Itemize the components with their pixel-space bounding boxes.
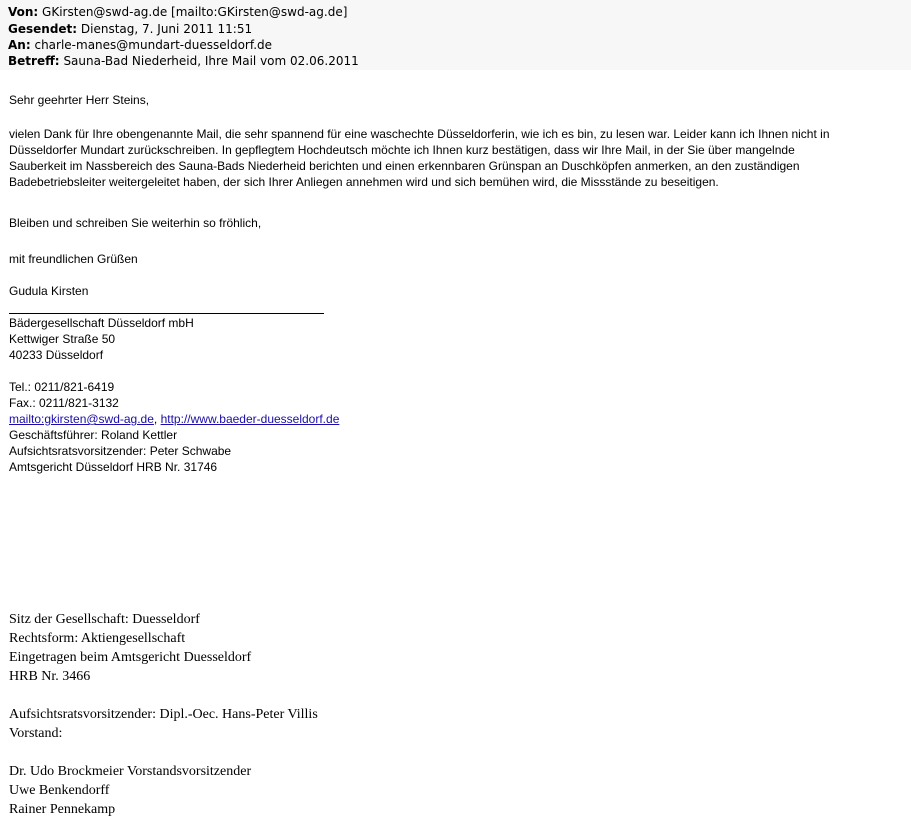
to-value: charle-manes@mundart-duesseldorf.de	[34, 38, 273, 52]
company-tel: Tel.: 0211/821-6419	[9, 380, 115, 394]
sent-label: Gesendet:	[8, 22, 78, 36]
subject-line	[8, 53, 359, 70]
body-paragraph	[9, 126, 904, 190]
greeting: Sehr geehrter Herr Steins,	[9, 93, 150, 107]
footer-hrb: HRB Nr. 3466	[9, 669, 91, 684]
link-separator: ,	[153, 412, 161, 426]
body-line-2: Düsseldorfer Mundart zurückschreiben. In gepflegtem Hochdeutsch möchte ich Ihnen kurz bestätigen, dass wir Ihre Mail, in der Sie über mangelnde	[9, 143, 795, 157]
sent-value: Dienstag, 7. Juni 2011 11:51	[80, 22, 253, 36]
signature-name: Gudula Kirsten	[9, 284, 89, 298]
body-line-3: Sauberkeit im Nassbereich des Sauna-Bads Niederheid berichten und einen erkennbaren Grünspan an Duschköpfen anmerken, an den zuständigen	[9, 159, 800, 173]
footer-executive-label: Vorstand:	[9, 726, 63, 741]
footer-board: Aufsichtsratsvorsitzender: Dipl.-Oec. Hans-Peter Villis	[9, 707, 318, 722]
email-header	[0, 0, 911, 70]
from-value: GKirsten@swd-ag.de [mailto:GKirsten@swd-ag.de]	[42, 5, 348, 19]
footer-seat: Sitz der Gesellschaft: Duesseldorf	[9, 612, 200, 627]
company-board-chair: Aufsichtsratsvorsitzender: Peter Schwabe	[9, 444, 232, 458]
from-line	[8, 4, 347, 21]
signature-divider	[9, 313, 324, 314]
from-label: Von:	[8, 5, 39, 19]
footer-registered: Eingetragen beim Amtsgericht Duesseldorf	[9, 650, 252, 665]
email-link[interactable]: mailto:gkirsten@swd-ag.de	[9, 412, 154, 426]
footer-member-3: Rainer Pennekamp	[9, 802, 116, 817]
company-street: Kettwiger Straße 50	[9, 332, 116, 346]
company-city: 40233 Düsseldorf	[9, 348, 104, 362]
footer-legal-form: Rechtsform: Aktiengesellschaft	[9, 631, 186, 646]
footer-member-2: Uwe Benkendorff	[9, 783, 110, 798]
sent-line	[8, 21, 252, 38]
body-line-4: Badebetriebsleiter weitergeleitet haben, der sich Ihrer Anliegen annehmen wird und sich bemühen wird, die Missstände zu beseitigen.	[9, 175, 719, 189]
footer-member-1: Dr. Udo Brockmeier Vorstandsvorsitzender	[9, 764, 252, 779]
closing: mit freundlichen Grüßen	[9, 252, 138, 266]
to-line	[8, 37, 272, 54]
website-link[interactable]: http://www.baeder-duesseldorf.de	[160, 412, 340, 426]
subject-value: Sauna-Bad Niederheid, Ihre Mail vom 02.06.2011	[63, 54, 359, 68]
company-links	[9, 411, 339, 427]
company-ceo: Geschäftsführer: Roland Kettler	[9, 428, 178, 442]
closing-wish: Bleiben und schreiben Sie weiterhin so fröhlich,	[9, 216, 262, 230]
subject-label: Betreff:	[8, 54, 60, 68]
company-fax: Fax.: 0211/821-3132	[9, 396, 119, 410]
body-line-1: vielen Dank für Ihre obengenannte Mail, die sehr spannend für eine waschechte Düsseldorferin, wie ich es bin, zu lesen war. Leider kann ich Ihnen nicht in	[9, 127, 830, 141]
company-name: Bädergesellschaft Düsseldorf mbH	[9, 316, 194, 330]
to-label: An:	[8, 38, 31, 52]
company-court: Amtsgericht Düsseldorf HRB Nr. 31746	[9, 460, 218, 474]
